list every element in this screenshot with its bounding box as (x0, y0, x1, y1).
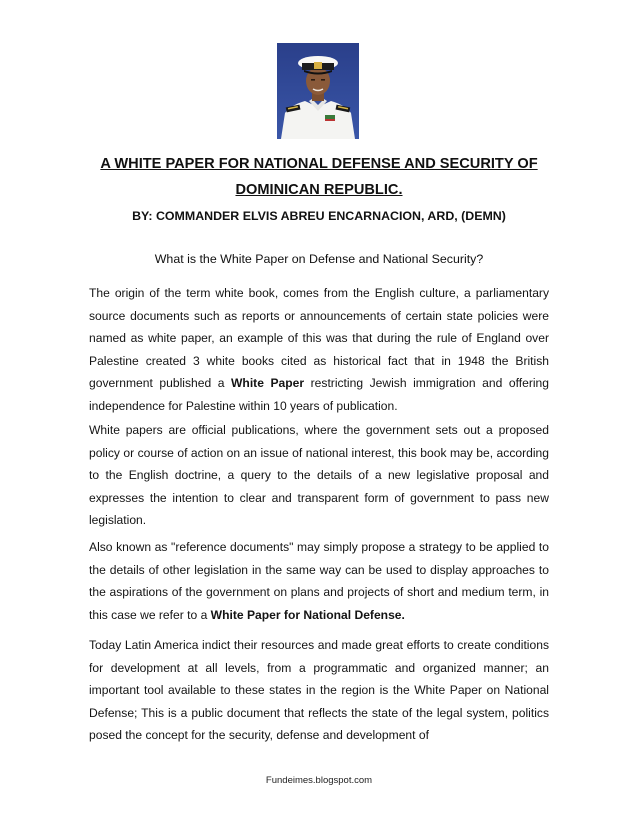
paragraph-origin (89, 282, 549, 418)
paragraph-text: Also known as "reference documents" may simply propose a strategy to be applied to the details of other legislation in the same way can be used to display approaches to the aspirations of the government on plans and projects of short and medium term, in this case we refer to a (89, 540, 549, 622)
paragraph-text: restricting Jewish immigration and offering independence for Palestine within 10 years of publication. (89, 376, 550, 413)
author-byline: BY: COMMANDER ELVIS ABREU ENCARNACION, ARD, (DEMN) (132, 209, 506, 223)
author-portrait (277, 43, 359, 139)
document-title-line2: DOMINICAN REPUBLIC. (235, 182, 403, 198)
paragraph-bold-text: White Paper for National Defense. (210, 607, 405, 622)
page-footer: Fundeimes.blogspot.com (265, 775, 373, 786)
section-question: What is the White Paper on Defense and National Security? (154, 252, 484, 266)
document-title-line1: A WHITE PAPER FOR NATIONAL DEFENSE AND SECURITY OF (100, 156, 538, 172)
paragraph-text: Today Latin America indict their resources and made great efforts to create conditions for development at all levels, from a programmatic and organized manner; an important tool available to these states in the region is the White Paper on National Defense; This is a public document that reflects the state of the legal system, politics posed the concept for the security, defense and development of (89, 638, 549, 743)
paragraph-official-publications (89, 419, 549, 532)
paragraph-latin-america (89, 634, 549, 747)
paragraph-text: The origin of the term white book, comes from the English culture, a parliamentary source documents such as reports or announcements of certain state policies were named as white paper, an example of this was that during the rule of England over Palestine created 3 white books cited as historical fact that in 1948 the British government published a (89, 286, 549, 391)
paragraph-bold-text: White Paper (231, 376, 305, 391)
paragraph-text: White papers are official publications, where the government sets out a proposed policy or course of action on an issue of national interest, this book may be, according to the English doctrine, a query to the details of a new legislative proposal and expresses the intention to clear and transparent form of government to pass new legislation. (89, 423, 549, 528)
paragraph-reference-documents (89, 536, 549, 626)
